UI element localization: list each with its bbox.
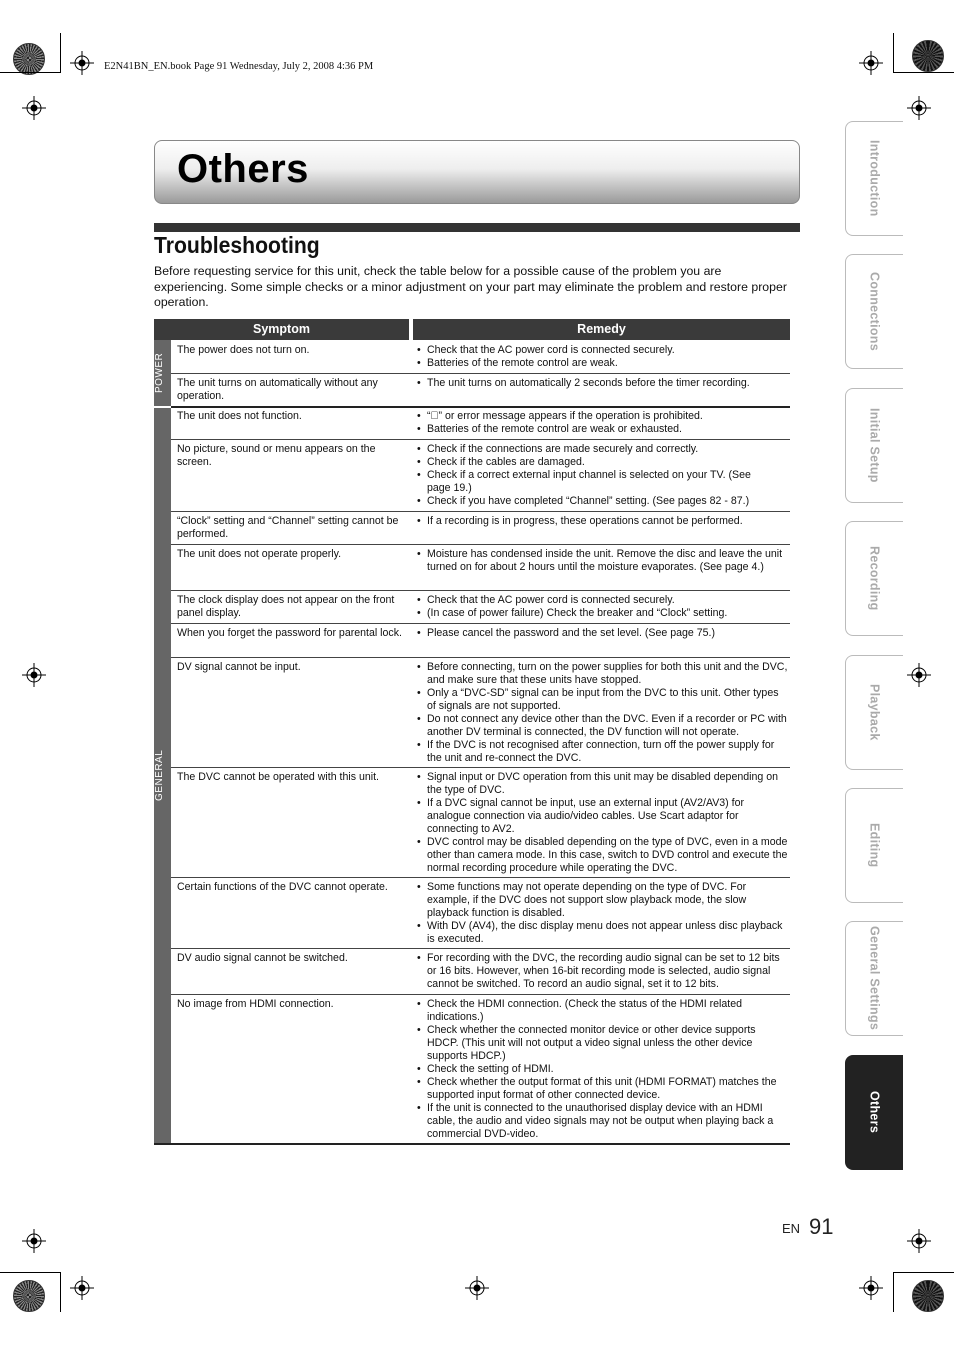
remedy-item: • Some functions may not operate depending on the type of DVC. For example, if the DVC does not support slow playback mode, the slow playback function is disabled. bbox=[415, 881, 788, 920]
remedy-item: • Check the setting of HDMI. bbox=[415, 1063, 788, 1076]
symptom-cell: “Clock” setting and “Channel” setting cannot be performed. bbox=[177, 515, 399, 540]
remedy-list bbox=[415, 952, 788, 991]
tab-recording[interactable] bbox=[845, 521, 903, 636]
remedy-item: • “⃠” or error message appears if the operation is prohibited. bbox=[415, 410, 788, 423]
remedy-item: • Check if you have completed “Channel” setting. (See pages 82 - 87.) bbox=[415, 495, 788, 508]
remedy-item: • Check that the AC power cord is connected securely. bbox=[415, 594, 788, 607]
registration-mark-icon bbox=[859, 51, 883, 75]
book-header-info: E2N41BN_EN.book Page 91 Wednesday, July 2, 2008 4:36 PM bbox=[104, 61, 374, 72]
remedy-item: • If a DVC signal cannot be input, use an external input (AV2/AV3) for analogue connection via audio/video cables. Use Scart adaptor for connecting to AV2. bbox=[415, 797, 788, 836]
general-group-label: GENERAL bbox=[154, 749, 165, 802]
registration-mark-icon bbox=[907, 96, 931, 120]
remedy-item: • Only a “DVC-SD” signal can be input from the DVC to this unit. Other types of signals are not supported. bbox=[415, 687, 788, 713]
tab-initial-setup[interactable] bbox=[845, 388, 903, 503]
symptom-cell: DV audio signal cannot be switched. bbox=[177, 952, 348, 964]
tab-label: Recording bbox=[867, 546, 882, 611]
remedy-item: • Signal input or DVC operation from this unit may be disabled depending on the type of DVC. bbox=[415, 771, 788, 797]
remedy-list bbox=[415, 771, 788, 875]
remedy-list bbox=[415, 881, 788, 946]
remedy-item: • If the unit is connected to the unauthorised display device with an HDMI cable, the audio and video signals may not be output when playing back a commercial DVD-video. bbox=[415, 1102, 788, 1141]
remedy-item: • Check the HDMI connection. (Check the status of the HDMI related indications.) bbox=[415, 998, 788, 1024]
power-group-bar bbox=[154, 340, 171, 406]
remedy-item: • Check if a correct external input channel is selected on your TV. (See page 19.) bbox=[415, 469, 757, 495]
symptom-cell: DV signal cannot be input. bbox=[177, 661, 301, 673]
registration-mark-icon bbox=[22, 96, 46, 120]
remedy-item: • (In case of power failure) Check the breaker and “Clock” setting. bbox=[415, 607, 788, 620]
remedy-item: • DVC control may be disabled depending on the type of DVC, even in a mode other than camera mode. In this case, switch to DVD control and execute the normal recording procedure while operating the DVC. bbox=[415, 836, 788, 875]
color-rosette-icon bbox=[912, 40, 944, 72]
tab-label: Editing bbox=[867, 823, 882, 868]
remedy-item: • Before connecting, turn on the power supplies for both this unit and the DVC, and make sure that these units have stopped. bbox=[415, 661, 788, 687]
remedy-item: • Check whether the connected monitor device or other device supports HDCP. (This unit will not output a video signal unless the other device supports HDCP.) bbox=[415, 1024, 788, 1063]
registration-mark-icon bbox=[70, 1276, 94, 1300]
tab-general-settings[interactable] bbox=[845, 921, 903, 1036]
tab-label: Playback bbox=[867, 684, 882, 741]
remedy-item: • Check if the cables are damaged. bbox=[415, 456, 788, 469]
remedy-item: • If the DVC is not recognised after connection, turn off the power supply for the unit and re-connect the DVC. bbox=[415, 739, 788, 765]
tab-label: Others bbox=[867, 1091, 882, 1134]
symptom-cell: No picture, sound or menu appears on the screen. bbox=[177, 443, 376, 468]
remedy-item: • Check that the AC power cord is connected securely. bbox=[415, 344, 788, 357]
remedy-list bbox=[415, 443, 788, 508]
remedy-item: • Check if the connections are made securely and correctly. bbox=[415, 443, 788, 456]
tab-others[interactable] bbox=[845, 1055, 903, 1170]
symptom-cell: The unit does not operate properly. bbox=[177, 548, 342, 560]
tab-editing[interactable] bbox=[845, 788, 903, 903]
color-rosette-icon bbox=[13, 1280, 45, 1312]
symptom-cell: Certain functions of the DVC cannot operate. bbox=[177, 881, 388, 893]
remedy-item: • Please cancel the password and the set level. (See page 75.) bbox=[415, 627, 788, 640]
symptom-cell: The unit turns on automatically without any operation. bbox=[177, 377, 378, 402]
registration-mark-icon bbox=[22, 663, 46, 687]
symptom-cell: The unit does not function. bbox=[177, 410, 302, 422]
title-banner bbox=[154, 140, 800, 204]
remedy-list bbox=[415, 515, 788, 528]
remedy-item: • Moisture has condensed inside the unit. Remove the disc and leave the unit turned on for about 2 hours until the moisture evaporates. (See page 4.) bbox=[415, 548, 788, 574]
remedy-item: • The unit turns on automatically 2 seconds before the timer recording. bbox=[415, 377, 788, 390]
tab-label: Connections bbox=[867, 272, 882, 351]
remedy-item: • Do not connect any device other than the DVC. Even if a recorder or PC with another DV terminal is connected, the DV function will not operate. bbox=[415, 713, 788, 739]
tab-introduction[interactable] bbox=[845, 121, 903, 236]
remedy-list bbox=[415, 998, 788, 1141]
remedy-list bbox=[415, 377, 788, 390]
tab-playback[interactable] bbox=[845, 655, 903, 770]
remedy-item: • For recording with the DVC, the recording audio signal can be set to 12 bits or 16 bits. However, when 16-bit recording mode is selected, audio signal cannot be switched. To record an audio signal, set it to 12 bits. bbox=[415, 952, 788, 991]
remedy-column-header: Remedy bbox=[413, 319, 790, 340]
color-rosette-icon bbox=[912, 1280, 944, 1312]
symptom-cell: The clock display does not appear on the front panel display. bbox=[177, 594, 395, 619]
registration-mark-icon bbox=[70, 51, 94, 75]
section-divider bbox=[154, 223, 800, 232]
symptom-cell: The DVC cannot be operated with this unit. bbox=[177, 771, 379, 783]
power-group-label: POWER bbox=[154, 352, 165, 394]
remedy-item: • Batteries of the remote control are weak or exhausted. bbox=[415, 423, 788, 436]
remedy-list bbox=[415, 548, 788, 574]
section-title: Troubleshooting bbox=[154, 232, 320, 258]
remedy-item: • With DV (AV4), the disc display menu does not appear unless disc playback is executed. bbox=[415, 920, 788, 946]
remedy-item: • Batteries of the remote control are weak. bbox=[415, 357, 788, 370]
tab-connections[interactable] bbox=[845, 254, 903, 369]
tab-label: Introduction bbox=[867, 140, 882, 217]
page-number: 91 bbox=[809, 1214, 834, 1239]
tab-label: Initial Setup bbox=[867, 408, 882, 483]
page-title: Others bbox=[177, 147, 309, 191]
symptom-cell: When you forget the password for parental lock. bbox=[177, 627, 402, 639]
remedy-list bbox=[415, 661, 788, 765]
registration-mark-icon bbox=[465, 1276, 489, 1300]
remedy-item: • Check whether the output format of this unit (HDMI FORMAT) matches the supported input format of other connected device. bbox=[415, 1076, 788, 1102]
intro-paragraph: Before requesting service for this unit, check the table below for a possible cause of the problem you are experiencing. Some simple checks or a minor adjustment on your part may eliminate the problem and restore proper operation. bbox=[154, 264, 787, 310]
remedy-item: • If a recording is in progress, these operations cannot be performed. bbox=[415, 515, 788, 528]
registration-mark-icon bbox=[907, 663, 931, 687]
remedy-list bbox=[415, 410, 788, 436]
registration-mark-icon bbox=[859, 1276, 883, 1300]
page-language: EN bbox=[782, 1221, 801, 1236]
general-group-bar bbox=[154, 408, 171, 1143]
remedy-list bbox=[415, 627, 788, 640]
tab-label: General Settings bbox=[867, 926, 882, 1031]
symptom-cell: No image from HDMI connection. bbox=[177, 998, 334, 1010]
remedy-list bbox=[415, 594, 788, 620]
registration-mark-icon bbox=[22, 1229, 46, 1253]
color-rosette-icon bbox=[13, 43, 45, 75]
registration-mark-icon bbox=[907, 1229, 931, 1253]
remedy-list bbox=[415, 344, 788, 370]
symptom-column-header: Symptom bbox=[154, 319, 409, 340]
symptom-cell: The power does not turn on. bbox=[177, 344, 310, 356]
